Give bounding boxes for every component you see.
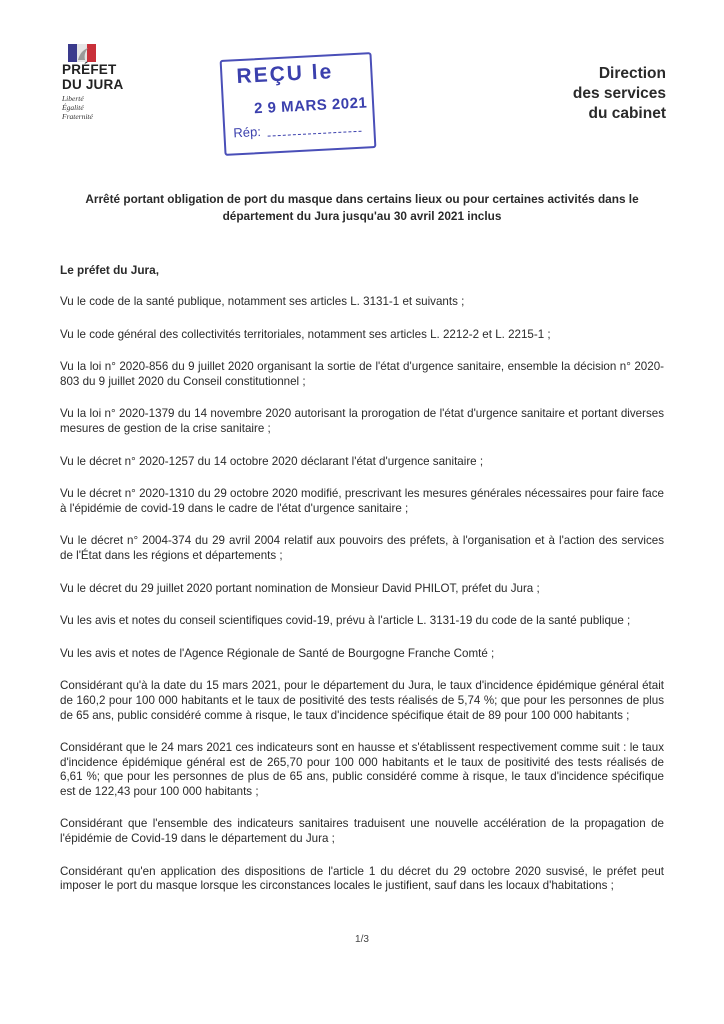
paragraph: Considérant que le 24 mars 2021 ces indicateurs sont en hausse et s'établissent respectivement comme suit : le taux d'incidence épidémique général est de 265,70 pour 100 000 habitants et le taux de positivité des tests réalisés de 6,61 %; que pour les personnes de plus de 65 ans, public considéré comme à risque, le taux d'incidence spécifique est de 122,43 pour 100 000 habitants ; bbox=[60, 741, 664, 798]
stamp-received-label: REÇU le bbox=[235, 60, 334, 89]
direction-line-1: Direction bbox=[598, 65, 666, 82]
issuing-department bbox=[573, 64, 666, 124]
prefet-label-line1: PRÉFET bbox=[62, 62, 117, 77]
paragraph: Vu le décret du 29 juillet 2020 portant nomination de Monsieur David PHILOT, préfet du Jura ; bbox=[60, 581, 540, 595]
motto-egalite: Égalité bbox=[62, 103, 84, 112]
paragraph: Vu le décret n° 2004-374 du 29 avril 2004 relatif aux pouvoirs des préfets, à l'organisation et à l'action des services de l'État dans les régions et départements ; bbox=[60, 534, 664, 562]
paragraph: Vu le code général des collectivités territoriales, notamment ses articles L. 2212-2 et L. 2215-1 ; bbox=[60, 327, 551, 341]
paragraph: Considérant que l'ensemble des indicateurs sanitaires traduisent une nouvelle accélération de la propagation de l'épidémie de Covid-19 dans le département du Jura ; bbox=[60, 817, 664, 846]
document-body bbox=[60, 263, 664, 912]
paragraph: Vu le décret n° 2020-1310 du 29 octobre 2020 modifié, prescrivant les mesures générales nécessaires pour faire face à l'épidémie de covid-19 dans le cadre de l'état d'urgence sanitaire ; bbox=[60, 487, 664, 515]
paragraph: Vu le code de la santé publique, notamment ses articles L. 3131-1 et suivants ; bbox=[60, 295, 465, 308]
stamp-reply-label: Rép: bbox=[233, 123, 262, 141]
paragraph: Vu les avis et notes de l'Agence Régionale de Santé de Bourgogne Franche Comté ; bbox=[60, 646, 495, 660]
motto-liberte: Liberté bbox=[62, 94, 84, 103]
paragraph: Considérant qu'en application des dispositions de l'article 1 du décret du 29 octobre 2020 susvisé, le préfet peut imposer le port du masque lorsque les circonstances locales le justifient, sauf dans les locaux d'habitations ; bbox=[60, 864, 664, 893]
direction-line-3: du cabinet bbox=[588, 105, 666, 122]
republic-motto bbox=[62, 94, 152, 121]
motto-fraternite: Fraternité bbox=[62, 112, 93, 121]
direction-line-2: des services bbox=[572, 85, 666, 102]
stamp-date: 2 9 MARS 2021 bbox=[253, 94, 368, 118]
paragraph: Vu les avis et notes du conseil scientifiques covid-19, prévu à l'article L. 3131-19 du code de la santé publique ; bbox=[60, 614, 631, 628]
intro-line: Le préfet du Jura, bbox=[60, 263, 159, 277]
document-title: Arrêté portant obligation de port du masque dans certains lieux ou pour certaines activités dans le département du Jura jusqu'au 30 avril 2021 inclus bbox=[85, 192, 639, 223]
paragraph: Vu le décret n° 2020-1257 du 14 octobre 2020 déclarant l'état d'urgence sanitaire ; bbox=[60, 454, 484, 468]
stamp-reply-line bbox=[268, 131, 362, 137]
received-stamp bbox=[220, 52, 377, 156]
paragraph: Considérant qu'à la date du 15 mars 2021, pour le département du Jura, le taux d'incidence épidémique général était de 160,2 pour 100 000 habitants et le taux de positivité des tests réalisés de 5,74 %; que pour les personnes de plus de 65 ans, public considéré comme à risque, le taux d'incidence spécifique était de 89 pour 100 000 habitants ; bbox=[60, 679, 664, 722]
page-number: 1/3 bbox=[355, 934, 369, 945]
paragraph: Vu la loi n° 2020-856 du 9 juillet 2020 organisant la sortie de l'état d'urgence sanitaire, ensemble la décision n° 2020-803 du 9 juillet 2020 du Conseil constitutionnel ; bbox=[60, 360, 664, 388]
prefecture-logo bbox=[62, 44, 152, 121]
prefet-label-line2: DU JURA bbox=[62, 77, 124, 92]
paragraph: Vu la loi n° 2020-1379 du 14 novembre 2020 autorisant la prorogation de l'état d'urgence sanitaire et portant diverses mesures de gestion de la crise sanitaire ; bbox=[60, 407, 664, 435]
marianne-emblem-icon bbox=[68, 44, 96, 62]
